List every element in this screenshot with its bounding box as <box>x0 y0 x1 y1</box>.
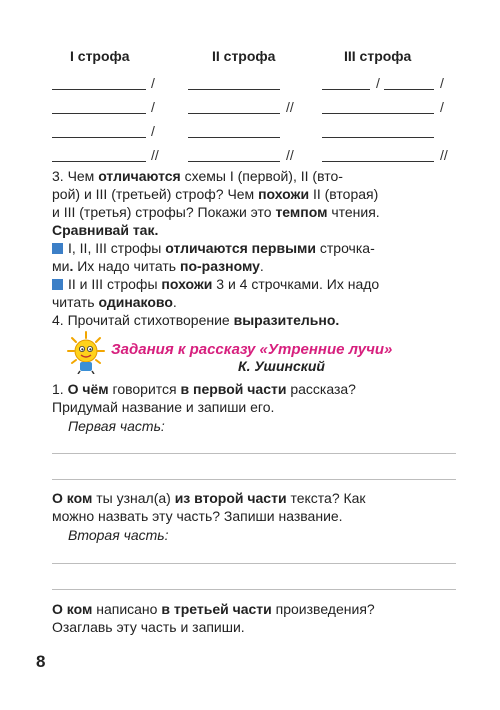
compare-bullet-2-line-2: читать одинаково. <box>52 294 177 310</box>
answer-line[interactable] <box>52 589 456 590</box>
stanza-blank-line[interactable] <box>322 89 370 90</box>
square-bullet-icon <box>52 243 63 254</box>
compare-title: Сравнивай так. <box>52 222 159 238</box>
stress-mark: / <box>376 75 380 91</box>
stress-mark: // <box>151 147 159 163</box>
square-bullet-icon <box>52 279 63 290</box>
stanza-blank-line[interactable] <box>188 89 280 90</box>
stanza-blank-line[interactable] <box>188 137 280 138</box>
stress-mark: // <box>286 99 294 115</box>
task-1-line-2: Придумай название и запиши его. <box>52 399 275 415</box>
task-2-answer-label: Вторая часть: <box>68 527 169 543</box>
stress-mark: / <box>440 75 444 91</box>
stress-mark: / <box>151 99 155 115</box>
stanza-blank-line[interactable] <box>384 89 434 90</box>
stanza-blank-line[interactable] <box>322 113 434 114</box>
stanza-blank-line[interactable] <box>322 161 434 162</box>
column-header-3: III строфа <box>344 48 412 64</box>
column-header-1: I строфа <box>70 48 130 64</box>
stanza-blank-line[interactable] <box>188 161 280 162</box>
task-2-line-1: О ком ты узнал(а) из второй части текста? Как <box>52 490 366 506</box>
task-1-answer-label: Первая часть: <box>68 418 165 434</box>
section-author: К. Ушинский <box>238 358 325 374</box>
page-number: 8 <box>36 652 46 671</box>
section-title: Задания к рассказу «Утренние лучи» <box>111 341 393 358</box>
stress-mark: / <box>151 123 155 139</box>
question-3-line-2: рой) и III (третьей) строф? Чем похожи II (вторая) <box>52 186 379 202</box>
task-3-line-1: О ком написано в третьей части произведения? <box>52 601 375 617</box>
stress-mark: / <box>440 99 444 115</box>
question-3-line-1: 3. Чем отличаются схемы I (первой), II (вто- <box>52 168 343 184</box>
column-header-2: II строфа <box>212 48 276 64</box>
compare-bullet-1-line-2: ми. Их надо читать по-разному. <box>52 258 264 274</box>
stanza-blank-line[interactable] <box>52 161 146 162</box>
stanza-blank-line[interactable] <box>52 137 146 138</box>
sun-mascot-icon <box>66 330 106 374</box>
answer-line[interactable] <box>52 453 456 454</box>
stanza-blank-line[interactable] <box>52 113 146 114</box>
stress-mark: / <box>151 75 155 91</box>
answer-line[interactable] <box>52 479 456 480</box>
stanza-blank-line[interactable] <box>322 137 434 138</box>
task-1-line-1: 1. О чём говорится в первой части рассказа? <box>52 381 356 397</box>
compare-bullet-2-line-1: II и III строфы похожи 3 и 4 строчками. Их надо <box>52 276 379 292</box>
stanza-blank-line[interactable] <box>188 113 280 114</box>
stress-mark: // <box>440 147 448 163</box>
stanza-blank-line[interactable] <box>52 89 146 90</box>
task-3-line-2: Озаглавь эту часть и запиши. <box>52 619 245 635</box>
task-2-line-2: можно назвать эту часть? Запиши название. <box>52 508 343 524</box>
question-3-line-3: и III (третья) строфы? Покажи это темпом чтения. <box>52 204 380 220</box>
stress-mark: // <box>286 147 294 163</box>
question-4: 4. Прочитай стихотворение выразительно. <box>52 312 340 328</box>
compare-bullet-1-line-1: I, II, III строфы отличаются первыми строчка- <box>52 240 375 256</box>
answer-line[interactable] <box>52 563 456 564</box>
